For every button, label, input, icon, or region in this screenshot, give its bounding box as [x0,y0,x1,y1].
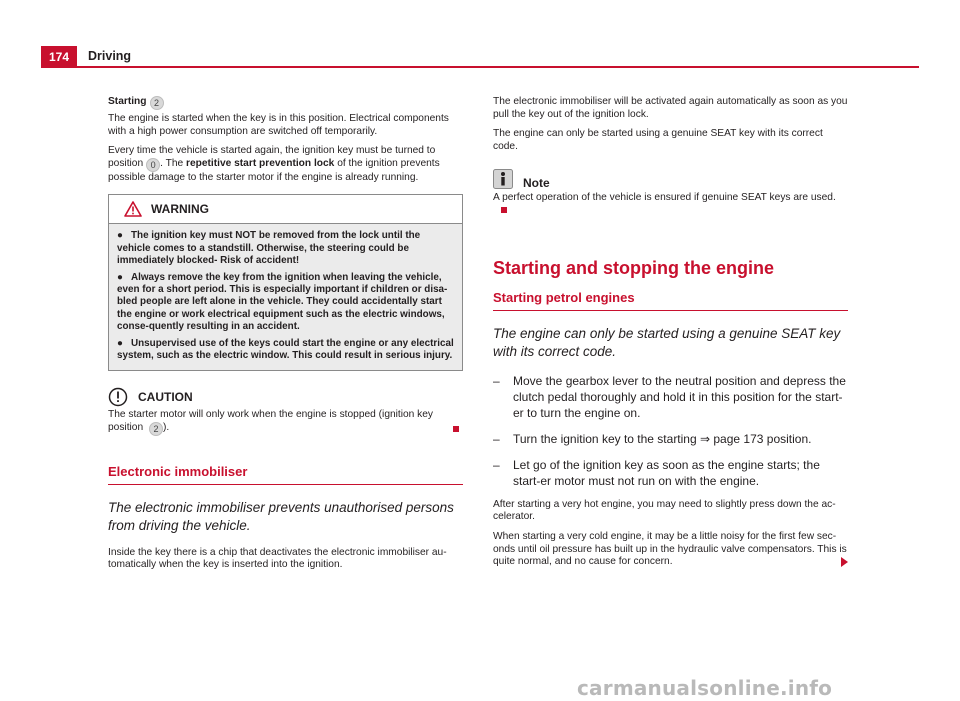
immobiliser-intro: The electronic immobiliser prevents unauthorised persons from driving the vehicle. [108,499,454,533]
note-text [493,192,848,217]
genuine-key-text: The engine can only be started using a genuine SEAT key with its correct code. [493,128,823,152]
cold-engine-text [493,531,848,569]
position-marker-0: 0 [146,158,160,172]
step-text: Let go of the ignition key as soon as the engine starts; the start-er motor must not run on with the engine. [513,457,820,488]
section-title: Driving [88,49,132,63]
warning-header [109,195,462,224]
starting-label: Starting [108,96,147,107]
right-column [493,96,848,576]
hot-engine-text: After starting a very hot engine, you may need to slightly press down the ac-celerator. [493,498,836,523]
step-item [493,431,848,447]
warning-item [117,338,454,363]
caution-exclamation-icon [108,387,128,407]
warning-item-text: Unsupervised use of the keys could start the engine or any electrical system, such as the electric window. This could result in serious injury. [117,337,454,362]
chapter-heading: Starting and stopping the engine [493,257,774,278]
caution-header [108,387,463,407]
note-text-content: A perfect operation of the vehicle is ensured if genuine SEAT keys are used. [493,192,836,204]
para2-c: of the ignition prevents possible damage to the starter motor if the engine is already running. [108,157,440,183]
warning-title: WARNING [151,202,209,217]
immobiliser-reactivation: The electronic immobiliser will be activated again automatically as soon as you pull the key out of the ignition lock. [493,96,848,120]
caution-text [108,409,463,436]
caution-title: CAUTION [138,390,193,405]
header-rule [77,66,919,68]
step-dash: – [493,457,500,472]
warning-body [109,224,462,370]
page-number: 174 [41,46,77,68]
position-marker-2: 2 [149,422,163,436]
immobiliser-text: Inside the key there is a chip that deactivates the electronic immobiliser au-tomatically when the key is inserted into the ignition. [108,546,447,571]
step-text: Move the gearbox lever to the neutral position and depress the clutch pedal thoroughly and hold it in this position for the start-er to turn the engine on. [513,373,846,420]
step-item [493,373,848,421]
warning-item [117,230,454,267]
section-end-marker [501,207,507,213]
subsection-heading: Starting petrol engines [493,290,635,306]
warning-item [117,272,454,334]
starting-label-line [108,96,463,110]
bullet: ● [117,271,123,283]
warning-item-text: Always remove the key from the ignition when leaving the vehicle, even for a short period. This is especially important if children or disa-bled people are left alone in the vehicle. They could accidentally start the engine or work electrical equipment such as the electric windows, conse-quently resulting in an accident. [117,271,448,333]
starting-text: The engine is started when the key is in this position. Electrical components with a high power consumption are switched off temporarily. [108,113,449,137]
caution-text-b: ). [162,422,170,434]
step-text: Turn the ignition key to the starting ⇒ page 173 position. [513,431,812,446]
para2-bold: repetitive start prevention lock [186,157,335,169]
cold-engine-text-content: When starting a very cold engine, it may be a little noisy for the first few sec-onds until oil pressure has built up in the hydraulic valve compensators. This is quite normal, and no cause for concern. [493,530,847,568]
warning-box [108,194,463,371]
note-title: Note [523,175,550,190]
left-column [108,96,463,579]
warning-item-text: The ignition key must NOT be removed from the lock until the vehicle comes to a standstill. Otherwise, the steering could be immediately blocked- Risk of accident! [117,230,421,267]
caution-text-a: The starter motor will only work when the engine is stopped (ignition key position [108,409,434,434]
step-dash: – [493,373,500,388]
para2-b: . The [160,157,184,169]
heading-rule [493,310,848,311]
note-header [493,169,848,189]
info-icon [493,169,513,189]
start-prevention-paragraph [108,145,463,184]
bullet: ● [117,337,123,349]
step-item [493,457,848,489]
petrol-intro: The engine can only be started using a genuine SEAT key with its correct code. [493,325,841,359]
immobiliser-heading: Electronic immobiliser [108,464,248,480]
watermark: carmanualsonline.info [577,676,833,700]
section-end-marker [453,426,459,432]
bullet: ● [117,230,123,242]
continue-arrow-icon [841,557,848,567]
step-dash: – [493,431,500,446]
heading-rule [108,484,463,485]
para2-a: Every time the vehicle is started again, the ignition key must be turned to position [108,145,436,169]
immobiliser-section [108,466,463,572]
warning-triangle-icon [124,201,142,217]
position-marker-2: 2 [150,96,164,110]
